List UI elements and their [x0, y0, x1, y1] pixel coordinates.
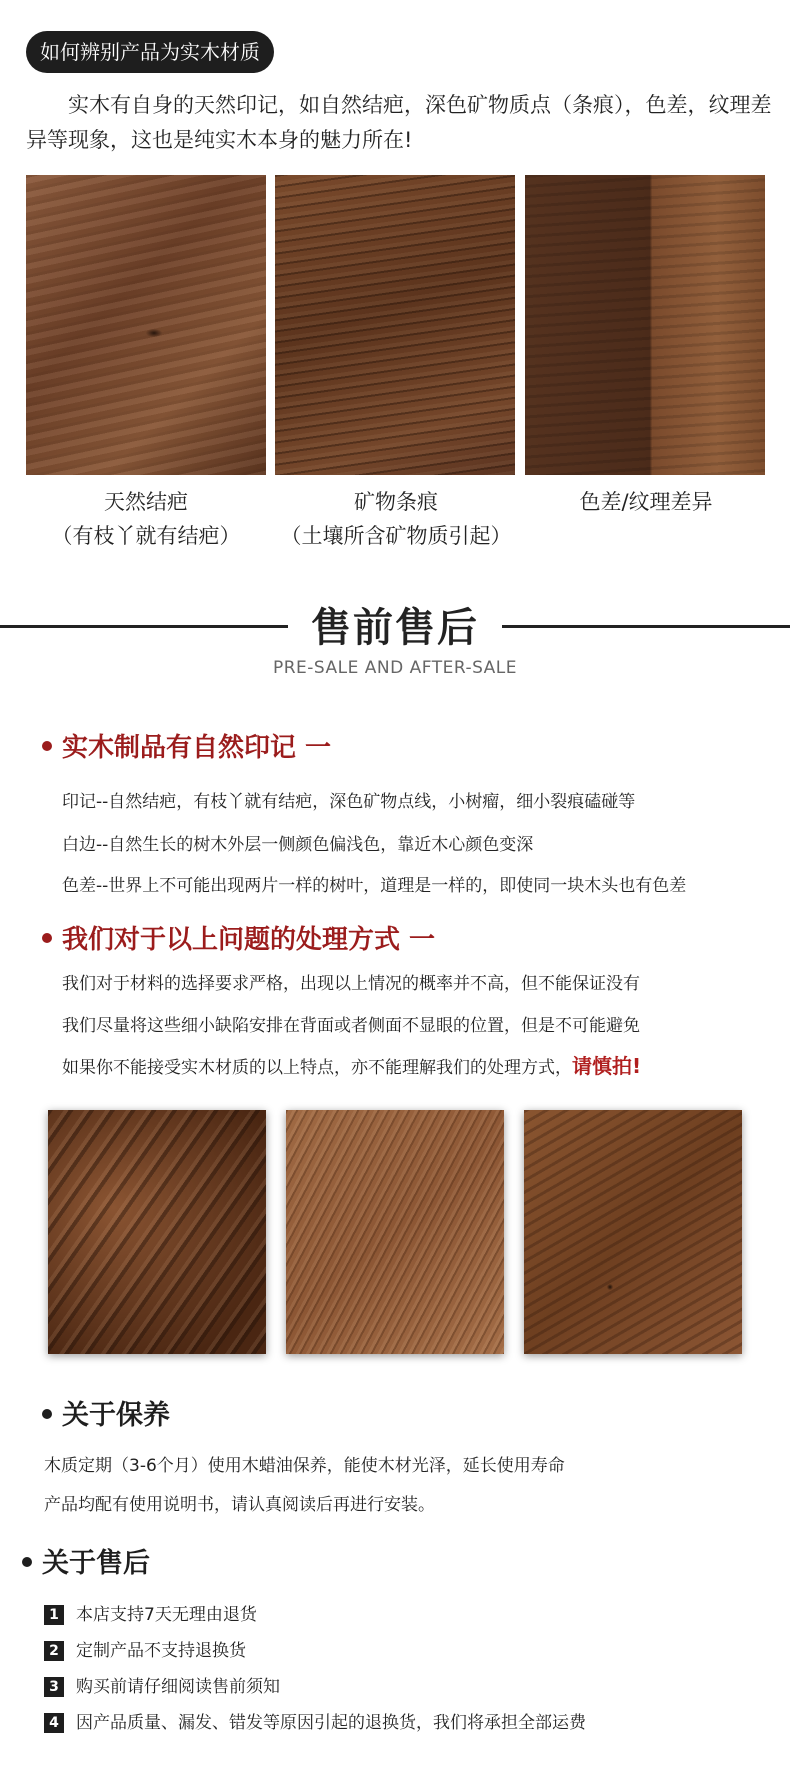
number-badge: 3	[44, 1677, 64, 1697]
natural-marks-line: 印记--自然结疤，有枝丫就有结疤，深色矿物点线，小树瘤，细小裂痕磕碰等	[62, 792, 636, 812]
identify-intro-text: 实木有自身的天然印记，如自然结疤，深色矿物质点（条痕），色差，纹理差异等现象，这也是纯实木本身的魅力所在!	[26, 93, 772, 152]
section-title: 售前售后	[311, 604, 479, 651]
after-sale-item	[44, 1640, 246, 1662]
handling-heading-text: 我们对于以上问题的处理方式 一	[62, 925, 436, 955]
number-badge: 2	[44, 1641, 64, 1661]
wood-photo-mineral-streak	[275, 175, 515, 475]
wood-photo-light-grain	[286, 1110, 504, 1354]
wood-photo-figured-grain	[48, 1110, 266, 1354]
handling-emphasis: 请慎拍!	[572, 1054, 642, 1078]
caption-color-difference	[520, 485, 772, 519]
bullet-dot	[42, 933, 52, 943]
title-divider-right	[502, 625, 790, 628]
natural-marks-line: 白边--自然生长的树木外层一侧颜色偏浅色，靠近木心颜色变深	[62, 835, 534, 855]
wood-photo-natural-knot	[26, 175, 266, 475]
maintenance-line: 产品均配有使用说明书，请认真阅读后再进行安装。	[44, 1495, 435, 1515]
handling-line-last	[62, 1052, 641, 1082]
after-sale-item-text: 定制产品不支持退换货	[76, 1641, 246, 1661]
bullet-dot	[42, 741, 52, 751]
bullet-dot	[22, 1557, 32, 1567]
handling-line: 我们尽量将这些细小缺陷安排在背面或者侧面不显眼的位置，但是不可能避免	[62, 1016, 640, 1036]
caption-mineral-streak	[270, 485, 522, 553]
caption-title: 矿物条痕	[354, 490, 438, 514]
caption-note: （土壤所含矿物质引起）	[280, 524, 512, 548]
natural-marks-heading	[42, 730, 331, 766]
caption-title: 天然结疤	[104, 490, 188, 514]
after-sale-item	[44, 1604, 257, 1626]
handling-line: 我们对于材料的选择要求严格，出现以上情况的概率并不高，但不能保证没有	[62, 974, 640, 994]
maintenance-heading-text: 关于保养	[62, 1400, 170, 1431]
caption-natural-knot	[20, 485, 272, 553]
after-sale-item	[44, 1712, 586, 1734]
number-badge: 4	[44, 1713, 64, 1733]
after-sale-heading	[22, 1546, 150, 1582]
natural-marks-heading-text: 实木制品有自然印记 一	[62, 733, 332, 763]
section-subtitle: PRE-SALE AND AFTER-SALE	[272, 658, 518, 678]
after-sale-item	[44, 1676, 280, 1698]
handling-line-text: 如果你不能接受实木材质的以上特点，亦不能理解我们的处理方式，	[62, 1058, 572, 1078]
after-sale-item-text: 购买前请仔细阅读售前须知	[76, 1677, 280, 1697]
after-sale-heading-text: 关于售后	[42, 1548, 150, 1579]
after-sale-item-text: 本店支持7天无理由退货	[76, 1605, 257, 1625]
natural-marks-line: 色差--世界上不可能出现两片一样的树叶，道理是一样的，即使同一块木头也有色差	[62, 876, 687, 896]
number-badge: 1	[44, 1605, 64, 1625]
bullet-dot	[42, 1409, 52, 1419]
wood-photo-color-difference	[525, 175, 765, 475]
caption-title: 色差/纹理差异	[579, 490, 713, 514]
handling-heading	[42, 922, 435, 958]
title-divider-left	[0, 625, 288, 628]
caption-note: （有枝丫就有结疤）	[51, 524, 241, 548]
identify-heading-pill: 如何辨别产品为实木材质	[26, 31, 274, 73]
wood-photo-knot-grain	[524, 1110, 742, 1354]
after-sale-item-text: 因产品质量、漏发、错发等原因引起的退换货，我们将承担全部运费	[76, 1713, 586, 1733]
maintenance-heading	[42, 1398, 170, 1434]
maintenance-line: 木质定期（3-6个月）使用木蜡油保养，能使木材光泽，延长使用寿命	[44, 1456, 565, 1476]
